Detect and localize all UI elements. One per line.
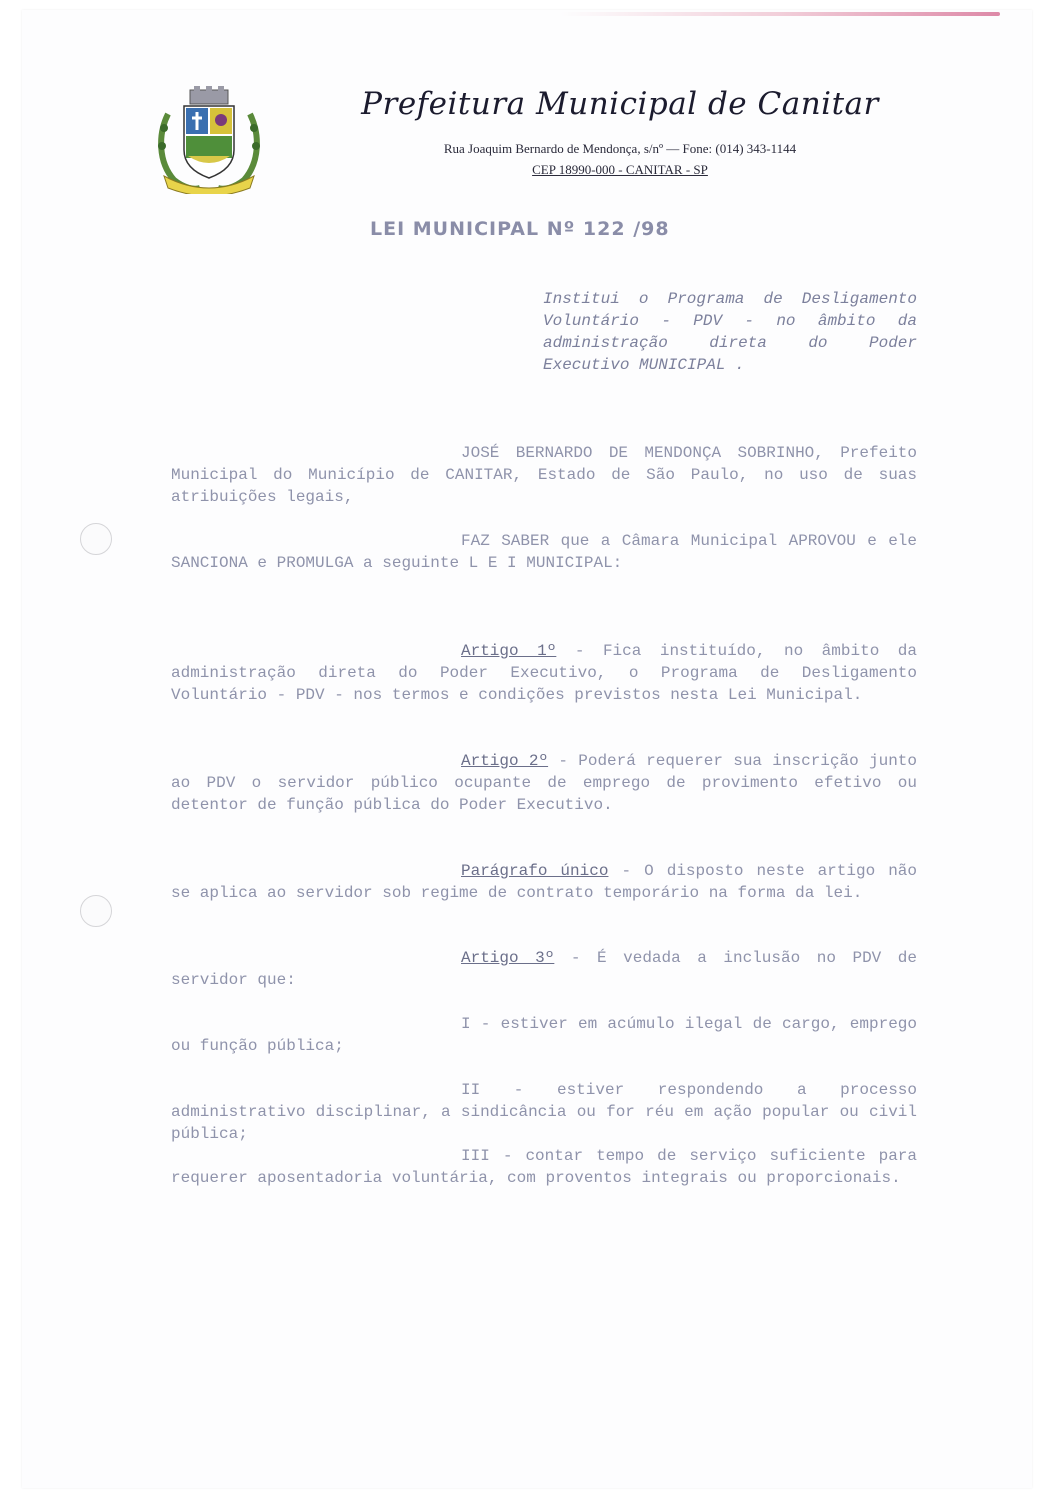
item-iii-text: III - contar tempo de serviço suficiente para requerer aposentadoria voluntária, com proventos integrais ou proporcionais. (171, 1147, 917, 1187)
item-ii-text: II - estiver respondendo a processo administrativo disciplinar, a sindicância ou for réu em ação popular ou civil pública; (171, 1081, 917, 1143)
article-2-label: Artigo 2º (461, 752, 549, 770)
municipality-cep (320, 162, 920, 178)
scan-artifact (560, 12, 1000, 16)
article-3-label: Artigo 3º (461, 949, 555, 967)
sole-paragraph (171, 860, 917, 904)
municipality-address: Rua Joaquim Bernardo de Mendonça, s/nº — Fone: (014) 343-1144 (443, 141, 797, 156)
article-3 (171, 947, 917, 991)
article-1 (171, 640, 917, 706)
item-i (171, 1013, 917, 1057)
article-1-label: Artigo 1º (461, 642, 557, 660)
punch-hole (80, 895, 112, 927)
municipality-title: Prefeitura Municipal de Canitar (361, 86, 879, 122)
article-3-text: - É vedada a inclusão no PDV de servidor que: (171, 949, 917, 989)
promulgation-text: FAZ SABER que a Câmara Municipal APROVOU e ele SANCIONA e PROMULGA a seguinte L E I MUNICIPAL: (171, 532, 917, 572)
item-i-text: I - estiver em acúmulo ilegal de cargo, emprego ou função pública; (171, 1015, 917, 1055)
sole-paragraph-label: Parágrafo único (461, 862, 609, 880)
cep-text: CEP 18990-000 - CANITAR - SP (532, 162, 708, 177)
item-iii (171, 1145, 917, 1189)
article-2 (171, 750, 917, 816)
item-ii (171, 1079, 917, 1145)
promulgation (171, 530, 917, 574)
law-summary: Institui o Programa de Desligamento Voluntário - PDV - no âmbito da administração direta do Poder Executivo MUNICIPAL . (543, 290, 917, 374)
article-2-text: - Poderá requerer sua inscrição junto ao PDV o servidor público ocupante de emprego de provimento efetivo ou detentor de função pública do Poder Executivo. (171, 752, 917, 814)
preamble-text: JOSÉ BERNARDO DE MENDONÇA SOBRINHO, Prefeito Municipal do Município de CANITAR, Estado de São Paulo, no uso de suas atribuições legais, (171, 444, 917, 506)
law-title: LEI MUNICIPAL Nº 122 /98 (370, 218, 670, 240)
sole-paragraph-text: - O disposto neste artigo não se aplica ao servidor sob regime de contrato temporário na forma da lei. (171, 862, 918, 902)
preamble (171, 442, 917, 508)
municipal-crest-icon (150, 84, 268, 194)
punch-hole (80, 523, 112, 555)
article-1-text: - Fica instituído, no âmbito da administração direta do Poder Executivo, o Programa de Desligamento Voluntário - PDV - nos termos e condições previstos nesta Lei Municipal. (171, 642, 918, 704)
